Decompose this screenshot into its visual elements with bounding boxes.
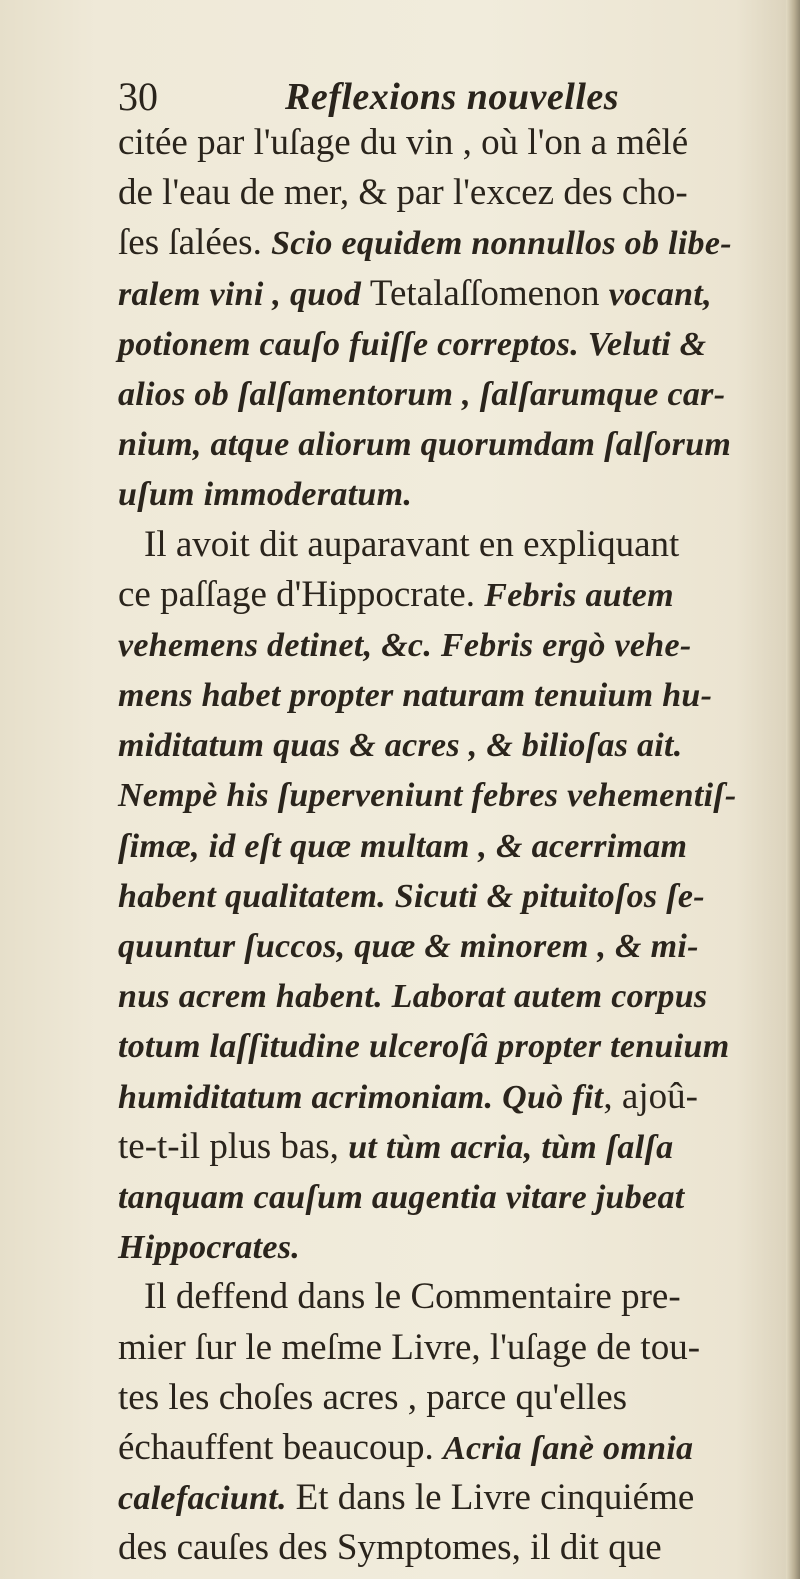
latin-quote-segment: miditatum quas & acres , & bilioſas ait. xyxy=(118,727,683,765)
text-line xyxy=(118,218,788,268)
french-text-segment: de l'eau de mer, & par l'excez des cho- xyxy=(118,172,688,214)
latin-quote-segment: Nempè his ſuperveniunt febres vehementiſ- xyxy=(118,777,737,815)
latin-quote-segment: tanquam cauſum augentia vitare jubeat xyxy=(118,1178,685,1216)
latin-quote-segment: totum laſſitudine ulceroſâ propter tenuium xyxy=(118,1028,730,1066)
french-text-segment: , ajoû- xyxy=(603,1075,698,1117)
text-line xyxy=(118,770,788,820)
text-line xyxy=(118,821,788,871)
text-line xyxy=(118,469,788,519)
text-line xyxy=(118,269,788,319)
latin-quote-segment: uſum immoderatum. xyxy=(118,476,413,514)
latin-quote-segment: potionem cauſo fuiſſe correptos. Veluti & xyxy=(118,325,707,363)
page-edge xyxy=(786,0,800,1579)
text-line xyxy=(118,1122,788,1172)
text-line xyxy=(118,118,788,168)
latin-quote-segment: humiditatum acrimoniam. Quò fit xyxy=(118,1078,604,1116)
text-line xyxy=(118,1272,788,1322)
text-line xyxy=(118,1021,788,1071)
latin-quote-segment: Febris autem xyxy=(484,576,674,614)
text-line xyxy=(118,570,788,620)
text-line xyxy=(118,1373,788,1423)
text-line xyxy=(118,670,788,720)
latin-quote-segment: calefaciunt. xyxy=(118,1480,296,1518)
text-line xyxy=(118,1473,788,1523)
text-line xyxy=(118,1222,788,1272)
text-line xyxy=(118,1172,788,1222)
text-line xyxy=(118,620,788,670)
page-header xyxy=(110,74,670,120)
french-text-segment: ſes ſalées. xyxy=(118,222,272,264)
text-line xyxy=(118,1072,788,1122)
page-number: 30 xyxy=(118,74,158,119)
text-line xyxy=(118,921,788,971)
text-line xyxy=(118,520,788,570)
text-line xyxy=(118,871,788,921)
latin-quote-segment: Acria ſanè omnia xyxy=(442,1429,694,1467)
french-text-segment: Il avoit dit auparavant en expliquant xyxy=(144,523,680,565)
latin-quote-segment: ſimæ, id eſt quæ multam , & acerrimam xyxy=(118,827,688,865)
french-text-segment: des cauſes des Symptomes, il dit que xyxy=(118,1527,662,1569)
french-text-segment: citée par l'uſage du vin , où l'on a mêlé xyxy=(118,122,689,163)
text-line xyxy=(118,971,788,1021)
french-text-segment: ce paſſage d'Hippocrate. xyxy=(118,573,485,615)
text-line xyxy=(118,168,788,218)
latin-quote-segment: ralem vini , quod xyxy=(118,275,370,313)
latin-quote-segment: alios ob ſalſamentorum , ſalſarumque car- xyxy=(118,375,726,413)
latin-quote-segment: ut tùm acria, tùm ſalſa xyxy=(348,1128,674,1166)
text-line xyxy=(118,1323,788,1373)
latin-quote-segment: quuntur ſuccos, quæ & minorem , & mi- xyxy=(118,928,699,965)
latin-quote-segment: nus acrem habent. Laborat autem corpus xyxy=(118,978,708,1016)
running-title: Reflexions nouvelles xyxy=(285,76,620,118)
french-text-segment: Il deffend dans le Commentaire pre- xyxy=(144,1276,681,1318)
latin-quote-segment: Scio equidem nonnullos ob libe- xyxy=(271,225,732,263)
french-text-segment: mier ſur le meſme Livre, l'uſage de tou- xyxy=(118,1326,701,1368)
latin-quote-segment: mens habet propter naturam tenuium hu- xyxy=(118,677,713,715)
text-line xyxy=(118,720,788,770)
text-line xyxy=(118,419,788,469)
french-text-segment: tes les choſes acres , parce qu'elles xyxy=(118,1376,628,1418)
latin-quote-segment: vocant, xyxy=(608,275,712,313)
body-text xyxy=(118,118,788,1573)
latin-quote-segment: Hippocrates. xyxy=(118,1229,301,1267)
text-line xyxy=(118,1423,788,1473)
french-text-segment: échauffent beaucoup. xyxy=(118,1426,443,1468)
french-text-segment: Tetalaſſomenon xyxy=(369,272,609,314)
french-text-segment: te-t-il plus bas, xyxy=(118,1125,349,1167)
latin-quote-segment: habent qualitatem. Sicuti & pituitoſos ſe- xyxy=(118,877,705,915)
text-line xyxy=(118,369,788,419)
text-line xyxy=(118,1523,788,1573)
french-text-segment: Et dans le Livre cinquiéme xyxy=(295,1477,695,1519)
latin-quote-segment: nium, atque aliorum quorumdam ſalſorum xyxy=(118,426,732,464)
latin-quote-segment: vehemens detinet, &c. Febris ergò vehe- xyxy=(118,626,692,664)
text-line xyxy=(118,319,788,369)
